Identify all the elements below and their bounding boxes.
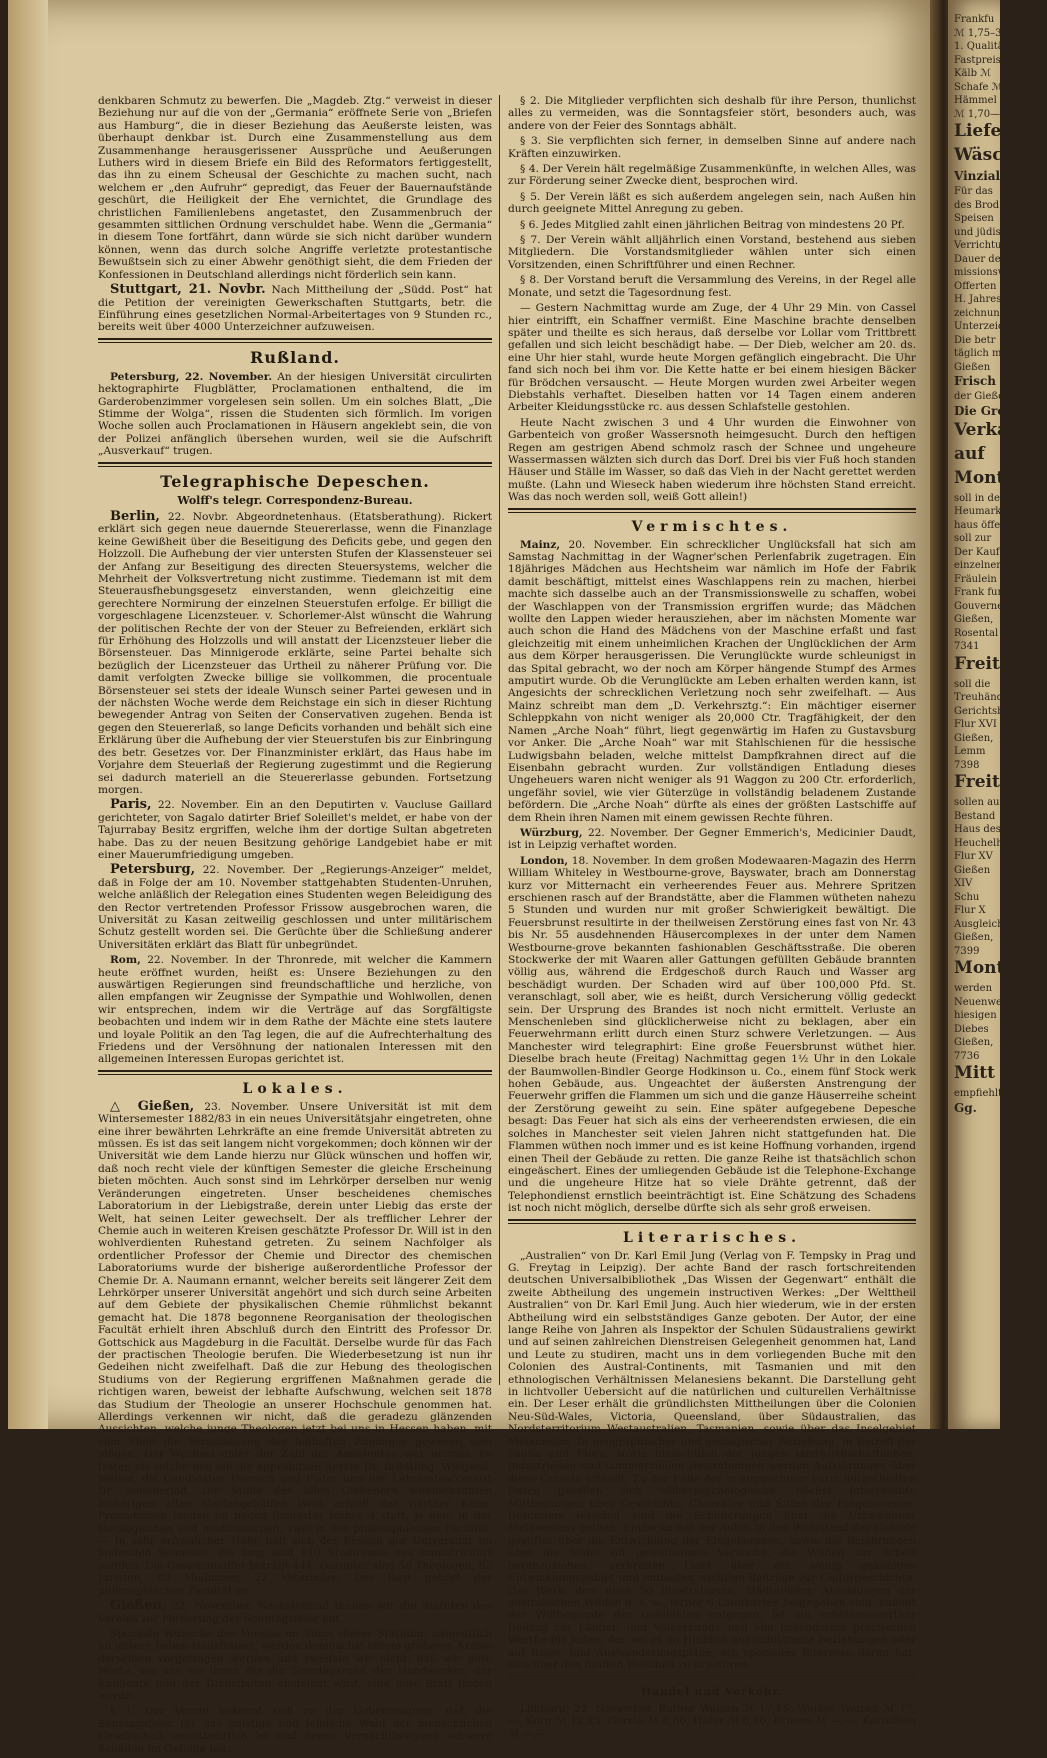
dateline: Berlin, [110, 508, 160, 524]
adjacent-page-fragment: Frank fur [954, 587, 1003, 598]
market-prices: Limburg, 22. November. Rother Weizen ℳ 17,15, Weißer Weizen ℳ 17,—, Korn ℳ 12,25, Gerste ℳ 8,60, Hafer ℳ 6,40, Erbsen ℳ —,—, Kartoffeln ℳ —,—. [508, 1702, 916, 1740]
adjacent-page-fragment: haus öffent [954, 519, 1011, 531]
section-heading-literarisches: Literarisches. [623, 1229, 801, 1246]
adjacent-page-fragment: werden [954, 983, 993, 994]
rom-item: Rom, 22. November. In der Thronrede, mit welcher die Kammern heute eröffnet wurden, heißt es: Unsere Beziehungen zu den auswärtigen Regierungen sind freundschaftliche und herzliche, von allen empfangen wir Zeugnisse der Sympathie und Wohlwollen, denen wir entsprechen, indem wir die Verträge auf das Sorgfältigste beobachten und indem wir in dem Rathe der Mächte eine stets lautere und loyale Politik an den Tag legen, die auf die Aufrechterhaltung des Friedens und der Versöhnung der nationalen Interessen mit den allgemeinen Interessen Europas gerichtet ist. [98, 954, 492, 1066]
adjacent-page-fragment: Schafe ℳ 60–,70 [954, 81, 1040, 93]
statute-paragraph: § 3. Sie verpflichten sich ferner, in demselben Sinne auf andere nach Kräften einzuwirken. [508, 135, 916, 160]
adjacent-page-fragment: täglich mor [954, 348, 1013, 359]
section-heading-handel: Handel und Verkehr. [641, 1686, 783, 1699]
adjacent-page-fragment: 7398 [954, 759, 980, 771]
adjacent-page-fragment: XIV [954, 878, 973, 889]
adjacent-page-fragment: Hämmel ℳ [954, 95, 1011, 106]
adjacent-page-fragment: ℳ 1,75–3,75, [954, 27, 1021, 39]
adjacent-page-fragment: soll zur [954, 533, 992, 544]
adjacent-page-fragment: des Brod [954, 199, 1000, 211]
adjacent-page-fragment: 7736 [954, 1050, 980, 1062]
newspaper-page [8, 0, 938, 1755]
adjacent-page-fragment: 1. Qualität ℳ [954, 41, 1022, 52]
adjacent-page-fragment: Lemm [954, 746, 986, 757]
dateline: Mainz, [520, 538, 561, 551]
dateline: Würzburg, [520, 826, 583, 839]
dateline: Petersburg, 22. November. [110, 370, 273, 383]
section-rule [98, 1070, 492, 1075]
dateline: Rom, [110, 954, 141, 967]
adjacent-page-fragment: Schu [954, 891, 980, 903]
adjacent-page-fragment: Für das [954, 186, 993, 197]
adjacent-page-fragment: zeichnung. [954, 307, 1010, 319]
statute-paragraph: § 8. Der Vorstand beruft die Versammlung des Vereins, in der Regel alle Monate, und setzt die Tagesordnung fest. [508, 274, 916, 299]
statute-paragraph: § 1. Der Verein bekennt sich zu der Ueberzeugung, daß die Sonntagsfeier für das geistige und leibliche Wohl der menschlichen Gesellschaft unentbehrlich ist und deren Vernachlässigung schwere Schäden im Gefolge hat. [98, 1705, 492, 1755]
adjacent-page-strip [948, 0, 1047, 1429]
giessen-university-item: △ Gießen, 23. November. Unsere Universität ist mit dem Wintersemester 1882/83 in ein neues Universitätsjahr eingetreten, ohne eine ihrer bewährten Lehrkräfte an eine fremde Universität abtreten zu müssen. Es ist das seit langem nicht vorgekommen; doch können wir der Universität wie dem Lande hierzu nur Glück wünschen und hoffen wir, daß noch recht viele der künftigen Semester die gleiche Erscheinung bieten möchten. Auch sonst sind im Lehrkörper derselben nur wenig Veränderungen eingetreten. Unser bescheidenes chemisches Laboratorium in der Liebigstraße, derein unter Liebig das erste der Welt, hat seinen Leiter gewechselt. Der als trefflicher Lehrer der Chemie auch in weiteren Kreisen geschätzte Professor Dr. Will ist in den wohlverdienten Ruhestand getreten. Zu seinem Nachfolger als ordentlicher Professor der Chemie und Director des chemischen Laboratoriums wurde der bisherige außerordentliche Professor der Chemie Dr. A. Naumann ernannt, welcher bereits seit längerer Zeit dem Lehrkörper unserer Universität angehört und sich durch seine Arbeiten auf dem Gebiete der physikalischen Chemie rühmlichst bekannt gemacht hat. Die 1878 begonnene Reorganisation der theologischen Facultät erhielt ihren Abschluß durch den Eintritt des Professor Dr. Gottschick aus Magdeburg in die Facultät. Derselbe wurde für das Fach der practischen Theologie berufen. Die Wiederbesetzung ist nun ihr Gedeihen nicht zweifelhaft. Daß die zur Hebung des theologischen Studiums von der Regierung ergriffenen Maßnahmen gerade die richtigen waren, beweist der lebhafte Aufschwung, welchen seit 1878 das Studium der Theologie an unserer Hochschule genommen hat. Allerdings verkennen wir nicht, daß die geradezu glänzenden Aussichten, welche junge Theologen jetzt bei uns in Hessen haben, mit zum Theil die Veranlassung des lebhaften Zuganges gewesen sein mögen. Der Wechsel unter der Zahl der Assistenten war normal. Es traten als solche neu ein die approbirten Aerzte Dr. Brödtling, Wiegand, Walser, die Candidaten Duetsch und Pistor und der Lehramtsaccessist Dr. Sommerlad. Die Stelle des allen Gießenern wohlbekannten bisherigen alten Gartengehülfen Weiß erhielt der Gärtner Köhn. Promotionen fanden im neuen Semester bisher 4 statt, je eine in der theologischen und medicinischen, zwei in der philosophischen Facultät. — In sehr erfreulicher Höhe hält sich der Besuch der Universität im laufenden Semester. Bis lang sind 110 Studirende neu immatriculirt worden. Die Gesammtziffer beträgt 444. Darunter sind 58 Theologen, 62 Juristen, 83 Mediciner, 22 Veterinäre. Der Rest gehört der philosophischen Facultät an. [98, 1098, 493, 1597]
adjacent-page-fragment: Heumarkte [954, 506, 1012, 517]
adjacent-page-fragment: Heuchelheim [954, 837, 1022, 849]
giessen-sonntag-wishes: Specielle Wünsche des Vereins im Sinne dieser Statuten, namentlich an unsere lieben Hausfrauen, werden demnächst einem größeren Kreise derselben vorgetragen werden und zweifeln wir nicht, daß wir gute Worte, wo uns sie ihnen für die Sonntagsruhe der Handwerker, der Kaufleute und der Dienstboten eingelegt wird, eine gute Statt finden werde. [98, 1627, 492, 1702]
adjacent-page-fragment: sollen auf [954, 797, 1004, 808]
adjacent-page-fragment: Lieferung [954, 121, 1047, 141]
dateline: △ Gießen, [110, 1098, 195, 1114]
adjacent-page-fragment: Ausgleiche [954, 918, 1010, 930]
section-rule [508, 1219, 916, 1224]
adjacent-page-fragment: Gießen [954, 361, 991, 373]
adjacent-page-fragment: Gießen, [954, 614, 994, 625]
adjacent-page-fragment: Flur X [954, 905, 986, 916]
garbenteich-flood-item: Heute Nacht zwischen 3 und 4 Uhr wurden die Einwohner von Garbenteich von großer Wassersnoth heimgesucht. Durch den heftigen Regen am gestrigen Abend schmolz rasch der Schnee und ungeheure Wassermassen wälzten sich durch das Dorf. Drei bis vier Fuß hoch standen Häuser und Ställe im Wasser, so daß das Vieh in der Nacht gerettet werden mußte. (Lahn und Wieseck haben wiederum ihre höchsten Stand erreicht. Was das noch werden soll, weiß Gott allein!) [508, 416, 916, 504]
section-rule [98, 338, 492, 343]
dateline: Gießen, [110, 1598, 167, 1614]
adjacent-page-fragment: Montag [954, 958, 1028, 978]
section-heading-russland: Rußland. [250, 347, 340, 367]
adjacent-page-fragment: hiesigen [954, 1010, 997, 1021]
adjacent-page-fragment: Frankfu [954, 14, 995, 25]
adjacent-page-fragment: Verrichtu [954, 240, 1002, 251]
adjacent-page-fragment: Dauer des [954, 253, 1006, 265]
adjacent-page-fragment: Freitag [954, 653, 1023, 674]
statute-paragraph: § 6. Jedes Mitglied zahlt einen jährlichen Beitrag von mindestens 20 Pf. [520, 218, 905, 231]
adjacent-page-fragment: Gerichtsbezirk [954, 705, 1029, 717]
section-heading-lokales: Lokales. [242, 1080, 348, 1097]
london-item: London, 18. November. In dem großen Modewaaren-Magazin des Herrn William Whiteley in Westbourne-grove, Bayswater, brach am Donnerstag kurz vor Mitternacht ein verheerendes Feuer aus. Mehrere Spritzen erschienen rasch auf der Brandstätte, aber die Flammen wütheten nahezu 5 Stunden und wurden nur mit großer Schwierigkeit bewältigt. Die Feuersbrunst resultirte in der theilweisen Zerstörung eines fast von Nr. 43 bis Nr. 55 ausdehnenden Häusercomplexes in der unter dem Namen Westbourne-grove bekannten fashionablen Geschäftsstraße. Die oberen Stockwerke der mit Waaren aller Gattungen gefüllten Gebäude brannten völlig aus, während die Erdgeschoß durch Rauch und Wasser arg beschädigt wurden. Der Schaden wird auf über 100,000 Pfd. St. veranschlagt, soll aber, wie es heißt, durch Versicherung völlig gedeckt sein. Der Ursprung des Brandes ist noch nicht ermittelt. Verluste an Menschenleben sind glücklicherweise nicht zu beklagen, aber ein Feuerwehrmann erlitt durch einen Sturz schwere Verletzungen. — Aus Manchester wird telegraphirt: Eine große Feuersbrunst wüthet hier. Dieselbe brach heute (Freitag) Nachmittag gegen 1½ Uhr in den Lokale der Baumwollen-Bindler George Hodkinson u. Co., einem fünf Stock werk hohen Gebäude, aus. Ungeachtet der äußersten Anstrengung der Feuerwehr griffen die Flammen um sich und die ganze Häuserreihe scheint der Zerstörung geweiht zu sein. Eine später aufgegebene Depesche besagt: Das Feuer hat sich als eins der verheerendsten erwiesen, die ein solches in Manchester seit vielen Jahren nicht stattgefunden hat. Die Flammen wüthen noch immer und es ist keine Hoffnung vorhanden, irgend einen Theil der Gebäude zu retten. Die ganze Reihe ist thatsächlich schon eingeäschert. Eines der umliegenden Gebäude ist die Telephone-Exchange und die ungeheure Hitze hat so viele Drähte getrennt, daß der Telephondienst ernstlich beeinträchtigt ist. Eine Schätzung des Schadens ist noch nicht möglich, derselbe dürfte sich als sehr groß erweisen. [508, 854, 916, 1215]
adjacent-page-fragment: Flur XVI [954, 719, 997, 730]
adjacent-page-fragment: Kälb ℳ [954, 68, 991, 79]
adjacent-page-fragment: auf [954, 443, 985, 464]
adjacent-page-fragment: Montag [954, 467, 1028, 488]
dateline: London, [520, 854, 569, 867]
statute-paragraph: § 4. Der Verein hält regelmäßige Zusammenkünfte, in welchen Alles, was zur Förderung seiner Zwecke dient, besprochen wird. [508, 163, 916, 188]
adjacent-page-fragment: Speisen [954, 213, 994, 224]
section-subheading: Wolff's telegr. Correspondenz-Bureau. [177, 493, 413, 507]
left-column [98, 95, 492, 1758]
adjacent-page-fragment: missionsweg [954, 267, 1019, 278]
adjacent-page-fragment: Der Kauf [954, 546, 1000, 558]
adjacent-page-fragment: Haus des [954, 824, 1001, 835]
adjacent-page-fragment: Fastpreis ℳ [954, 54, 1015, 66]
adjacent-page-fragment: Gießen, [954, 732, 994, 744]
adjacent-page-fragment: Gouvernement [954, 600, 1030, 612]
adjacent-page-fragment: Frisch [954, 374, 996, 388]
adjacent-page-fragment: Freitag [954, 772, 1023, 792]
stuttgart-item: Stuttgart, 21. Novbr. Nach Mittheilung der „Südd. Post“ hat die Petition der vereinigten Gewerkschaften Stuttgarts, betr. die Einführung eines gesetzlichen Normal-Arbeitertages von 9 Stunden rc., bereits weit über 4000 Unterzeichner aufzuweisen. [98, 282, 493, 334]
petersburg-item: Petersburg, 22. November. An der hiesigen Universität circulirten hektographirte Flugblätter, Proclamationen enthaltend, die im Garderobenzimmer vorgelesen sein sollen. Um ein solches Blatt, „Die Stimme der Wolga“, rissen die Studenten sich förmlich. Im vorigen Woche sollen auch Proclamationen in Häusern angeklebt sein, die von der Polizei anfänglich übersehen wurden, weil sie die Aufschrift „Ausverkauf“ trugen. [98, 370, 492, 458]
section-rule [98, 462, 492, 467]
opening-article: denkbaren Schmutz zu bewerfen. Die „Magdeb. Ztg.“ verweist in dieser Beziehung nur auf die von der „Germania“ eröffnete Serie von „Briefen aus Hamburg“, die in dieser Beziehung das Aeußerste leisten, was überhaupt denkbar ist. Durch eine Zusammenstellung aus dem Zusammenhange herausgerissener Aussprüche und Aeußerungen Luthers wird in diesem Briefe ein Bild des Reformators fertiggestellt, das ihn zu einem Scheusal der Geschichte zu machen sucht, nach welchem er „den Aufruhr“ gepredigt, das Feuer der Bauernaufstände geschürt, die Heiligkeit der Ehe vernichtet, die Grundlage des christlichen Familienlebens angetastet, den Zusammenbruch der gesammten sittlichen Ordnung verschuldet habe. Wenn die „Germania“ in diesem Tone fortfährt, dann würde sie sich nicht darüber wundern können, wenn das durch solche Angriffe verletzte protestantische Bewußtsein sich zu einer Abwehr genöthigt sieht, die dem Frieden der Konfessionen in Deutschland allerdings nicht förderlich sein kann. [98, 95, 492, 281]
adjacent-page-fragment: Bestand [954, 810, 996, 822]
literarisches-review: „Australien“ von Dr. Karl Emil Jung (Verlag von F. Tempsky in Prag und G. Freytag in Leipzig). Der achte Band der rasch fortschreitenden deutschen Universalbibliothek „Das Wissen der Gegenwart“ enthält die zweite Abtheilung des ungemein instructiven Werkes: „Der Welttheil Australien“ von Dr. Karl Emil Jung. Auch hier wiederum, wie in der ersten Abtheilung wird ein selbstständiges Ganze geboten. Der Autor, der eine lange Reihe von Jahren als Inspektor der Schulen Südaustraliens gewirkt und auf seinen zahlreichen Dienstreisen Gelegenheit genommen hat, Land und Leute zu studiren, macht uns in dem vorliegenden Buche mit den Colonien des Austral-Continents, mit Tasmanien und mit den ethnologischen Verhältnissen Melanesiens bekannt. Die Darstellung geht in lichtvoller Uebersicht auf die natürlichen und culturellen Verhältnisse ein. Der Leser erhält die gründlichsten Mittheilungen über die Colonien Neu-Süd-Wales, Victoria, Queensland, über Südaustralien, das Nordsterritorium Westaustralien, Tasmanien, sowie über das Inselgebiet Melanesien. In geographischer und geologischer Beziehung, in Betreff der Fauna und Flora, sowie hinsichtlich der jungen landwirthschaftlichen, industriellen und commerziellen Bestrebungen werden Aufklärungen über diese Gebiete ertheilt. Zu der Fülle der in angenehmer Form mitgetheilten Daten gesellen sich völkerpsychologische, höchst interessante Mittheilungen über Geschichte, Charakter und Sitten der Eingeborenen. Besonders fesselnd sind die Schilderungen über die Urbewohner Melanesiens gethan. Eindecke hat der Autor, in den Wohlstand der Gebiete gestiftet über die Entwicklung der Eingeborenen, sowie die Belehrungen über die leider oft gewaltsamen Versuche, die Wilden zur Arbeit heranzuziehen, verbreiten Licht über ein wenig gekanntes Entwicklungsgebiet und enthalten wichtige Beiträge zur Culturgeschichte. Das Werk, dem etwa 50 Illustrationen, Städtebilder, Abbildungen der australischen Wilden u. s. w., ferner 6 Landkarten beigegeben sind, kommt der Wißbegierde der Gebildeten entgegen, ist ein schätzenswerther Beitrag zur Länder- und Völkerkunde und von besonderem practischen Werthe für Jeden, der, sei es im Hinblick auf industrielle Beziehungen oder auf Reise- und Auswanderungspläne, ein specielles Interesse daran hat, sich über den fünften Welttheil zu orientiren. [508, 1249, 916, 1671]
giessen-sonntag-item: Gießen, 23. November. Nachstehend theilen wir die Statuten des Vereins zur Förderung der Sonntagsfeier mit. [98, 1598, 493, 1625]
adjacent-page-fragment: Neuenweg [954, 996, 1009, 1008]
adjacent-page-fragment: Wäsche u [954, 145, 1045, 165]
statute-paragraph: § 2. Die Mitglieder verpflichten sich deshalb für ihre Person, thunlichst alles zu vermeiden, was die Sonntagsfeier stört, besonders auch, was andere von der Feier des Sonntags abhält. [508, 95, 916, 132]
adjacent-page-fragment: soll die [954, 678, 991, 690]
adjacent-page-fragment: Offerten [954, 280, 997, 292]
paris-item: Paris, 22. November. Ein an den Deputirten v. Vaucluse Gaillard gerichteter, von Sagalo datirter Brief Soleillet's meldet, er habe von der Tajurrabay Besitz ergriffen, welche ihm der dortige Sultan abgetreten habe. Das zu der neuen Besitzung gehörige Landgebiet habe er mit einer Mauerumfriedigung umgeben. [98, 797, 492, 861]
adjacent-page-fragment: Flur XV [954, 851, 993, 862]
adjacent-page-fragment: empfiehlt [954, 1088, 1003, 1099]
adjacent-page-fragment: Die Gro [954, 403, 1006, 418]
local-news-items: — Gestern Nachmittag wurde am Zuge, der 4 Uhr 29 Min. von Cassel hier eintrifft, ein Schaffner vermißt. Eine Maschine brachte denselben später und theilte es sich heraus, daß derselbe vor Lollar vom Trittbrett gefallen und sich leicht beschädigt habe. — Der Dieb, welcher am 20. ds. eine Uhr hier stahl, wurde heute Morgen gefänglich eingebracht. Die Uhr fand sich noch bei ihm vor. Die Kette hatte er bei einem hiesigen Bäcker für Brödchen versauscht. — Heute Morgen wurden zwei Arbeiter wegen Diebstahls verhaftet. Dieselben hatten vor 14 Tagen einem anderen Arbeiter Kleidungsstücke rc. aus dessen Schlafstelle gestohlen. [508, 302, 916, 414]
adjacent-page-fragment: soll in den [954, 492, 1007, 504]
adjacent-page-fragment: Gg. [954, 1100, 977, 1115]
adjacent-page-fragment: Verkau [954, 419, 1021, 440]
mainz-item: Mainz, 20. November. Ein schrecklicher Unglücksfall hat sich am Samstag Nachmittag in der Wagner'schen Perlenfabrik zugetragen. Ein 18jähriges Mädchen aus Hechtsheim war nämlich im Hofe der Fabrik damit beschäftigt, mittelst eines Waschlappens rein zu machen, hierbei machte sich dasselbe auch an der Transmissionswelle zu schaffen, wobei der Waschlappen von der Transmission ergriffen wurde; das Mädchen wollte den Lappen wieder herausziehen, aber im nächsten Momente war auch schon die Hand des Mädchens von der Maschine erfaßt und fast gleichzeitig mit einem unheimlichen Krachen der Unglücklichen der Arm aus dem Körper herausgerissen. Die Verunglückte wurde schleunigst in das Spital gebracht, wo der noch am Körper hängende Stumpf des Armes amputirt wurde. Ob die Verunglückte am Leben erhalten werden kann, ist Angesichts der schrecklichen Verletzung noch sehr zweifelhaft. — Aus Mainz schreibt man dem „D. Verkehrsztg.“: Ein mächtiger eiserner Schleppkahn von nicht weniger als 20,000 Ctr. Tragfähigkeit, der den Namen „Arche Noah“ führt, liegt gegenwärtig im Hafen zu Gustavsburg vor Anker. Die „Arche Noah“ war mit Stahlschienen für die hessische Ludwigsbahn beladen, welche mittelst Dampfkrahnen direct auf die Eisenbahn gebracht wurden. Zur vollständigen Entladung dieses Ungeheuers waren nicht weniger als 91 Waggon zu 200 Ctr. erforderlich, ungefähr soviel, wie vier Güterzüge in vollständig beladenem Zustande befördern. Die „Arche Noah“ dürfte als eines der größten Lastschiffe auf dem Rhein ihren Namen mit einem gewissen Rechte führen. [508, 538, 916, 824]
statute-paragraph: § 7. Der Verein wählt alljährlich einen Vorstand, bestehend aus sieben Mitgliedern. Die Vorstandsmitglieder wählen unter sich einen Vorsitzenden, einen Schriftführer und einen Rechner. [508, 234, 916, 271]
statute-paragraph: § 5. Der Verein läßt es sich außerdem angelegen sein, nach Außen hin durch geeignete Mittel Anregung zu geben. [508, 190, 916, 216]
adjacent-page-fragment: Gießen, [954, 1037, 994, 1048]
wuerzburg-item: Würzburg, 22. November. Der Gegner Emmerich's, Medicinier Daudt, ist in Leipzig verhaftet worden. [508, 826, 916, 852]
adjacent-page-fragment: H. Jahres [954, 294, 1002, 305]
dateline: Petersburg, [110, 862, 196, 878]
adjacent-page-fragment: Rosental 42 [954, 627, 1015, 639]
right-column [508, 95, 916, 1743]
adjacent-page-fragment: Mitt [954, 1063, 995, 1083]
dateline: Paris, [110, 797, 152, 813]
adjacent-page-fragment: ℳ 1,70—2,00. [954, 108, 1026, 120]
adjacent-page-fragment: Unterzeichn [954, 321, 1017, 332]
adjacent-page-fragment: 7341 [954, 641, 980, 652]
column-divider [499, 95, 500, 1385]
adjacent-page-fragment: der Gießen [954, 391, 1011, 402]
adjacent-page-fragment: Gießen, [954, 932, 994, 943]
adjacent-page-fragment: Diebes [954, 1023, 989, 1035]
section-heading-telegraph: Telegraphische Depeschen. [160, 471, 430, 491]
adjacent-page-fragment: Treuhänd [954, 692, 1004, 703]
adjacent-page-fragment: Die betr [954, 334, 996, 346]
adjacent-page-fragment: Vinzial [954, 169, 1001, 183]
section-rule [508, 508, 916, 513]
adjacent-page-fragment: Fräulein [954, 573, 997, 585]
section-heading-vermischtes: Vermischtes. [631, 518, 793, 535]
berlin-item: Berlin, 22. Novbr. Abgeordnetenhaus. (Etatsberathung). Rickert erklärt sich gegen neue dauernde Steuererlasse, wenn die Finanzlage keine Gewißheit über die Beseitigung des Deficits gebe, und gegen den Holzzoll. Die Aufhebung der vier untersten Stufen der Klassensteuer sei der Anfang zur Beseitigung des directen Steuersystems, welcher die Mehrheit der Volksvertretung nicht zustimme. Tiedemann ist mit dem Steuerausfhebungsgesetz einverstanden, wenn gleichzeitig eine gerechtere Normirung der einzelnen Steuerstufen erfolge. Er billigt die vorgeschlagene Licenzsteuer. v. Schorlemer-Alst wünscht die Wahrung der politischen Rechte der von der Steuer zu Befreienden, erklärt sich für Erhöhung des Holzzolls und will anstatt der Licenzsteuer lieber die Börsensteuer. Das Minnigerode erklärte, seine Partei behalte sich bezüglich der Licenzsteuer das Urtheil zu näherer Prüfung vor. Die damit verfolgten Zwecke billige sie vollkommen, die procentuale Börsensteuer sei stets der ideale Wunsch seiner Partei gewesen und in der nächsten Woche werde dem Reichstage ein sich in dieser Richtung bewegender Antrag von Seiten der Conservativen zugehen. Benda ist gegen den Steuererlaß, so lange Deficits vorhanden und behält sich eine Erklärung über die Aufhebung der vier Steuerstufen bis zur Einbringung des betr. Gesetzes vor. Der Finanzminister erklärt, das Haus habe im Vorjahre dem Steuerlaß der Regierung zugestimmt und die Regierung sei dadurch materiell an die Steuererlasse gebunden. Fortsetzung morgen. [98, 508, 492, 796]
section-rule [508, 1675, 916, 1680]
adjacent-page-fragment: und jüdisch [954, 226, 1013, 238]
dateline: Stuttgart, 21. Novbr. [110, 282, 266, 298]
adjacent-page-fragment: Gießen [954, 864, 991, 876]
adjacent-page-fragment: 7399 [954, 945, 980, 957]
page-edge-shadow [8, 0, 48, 1429]
adjacent-page-fragment: einzelnen [954, 560, 1003, 571]
petersburg-telegram: Petersburg, 22. November. Der „Regierungs-Anzeiger“ meldet, daß in Folge der am 10. November stattgehabten Studenten-Unruhen, welche anläßlich der Relegation eines Studenten wegen Beleidigung des den Rector vertretenden Professor Frissow ausgebrochen waren, die Universität zu Kasan zeitweilig geschlossen und unter militärischem Schutz gestellt worden sei. Die Gerüchte über die Schließung anderer Universitäten erklärt das Blatt für unbegründet. [98, 862, 492, 951]
